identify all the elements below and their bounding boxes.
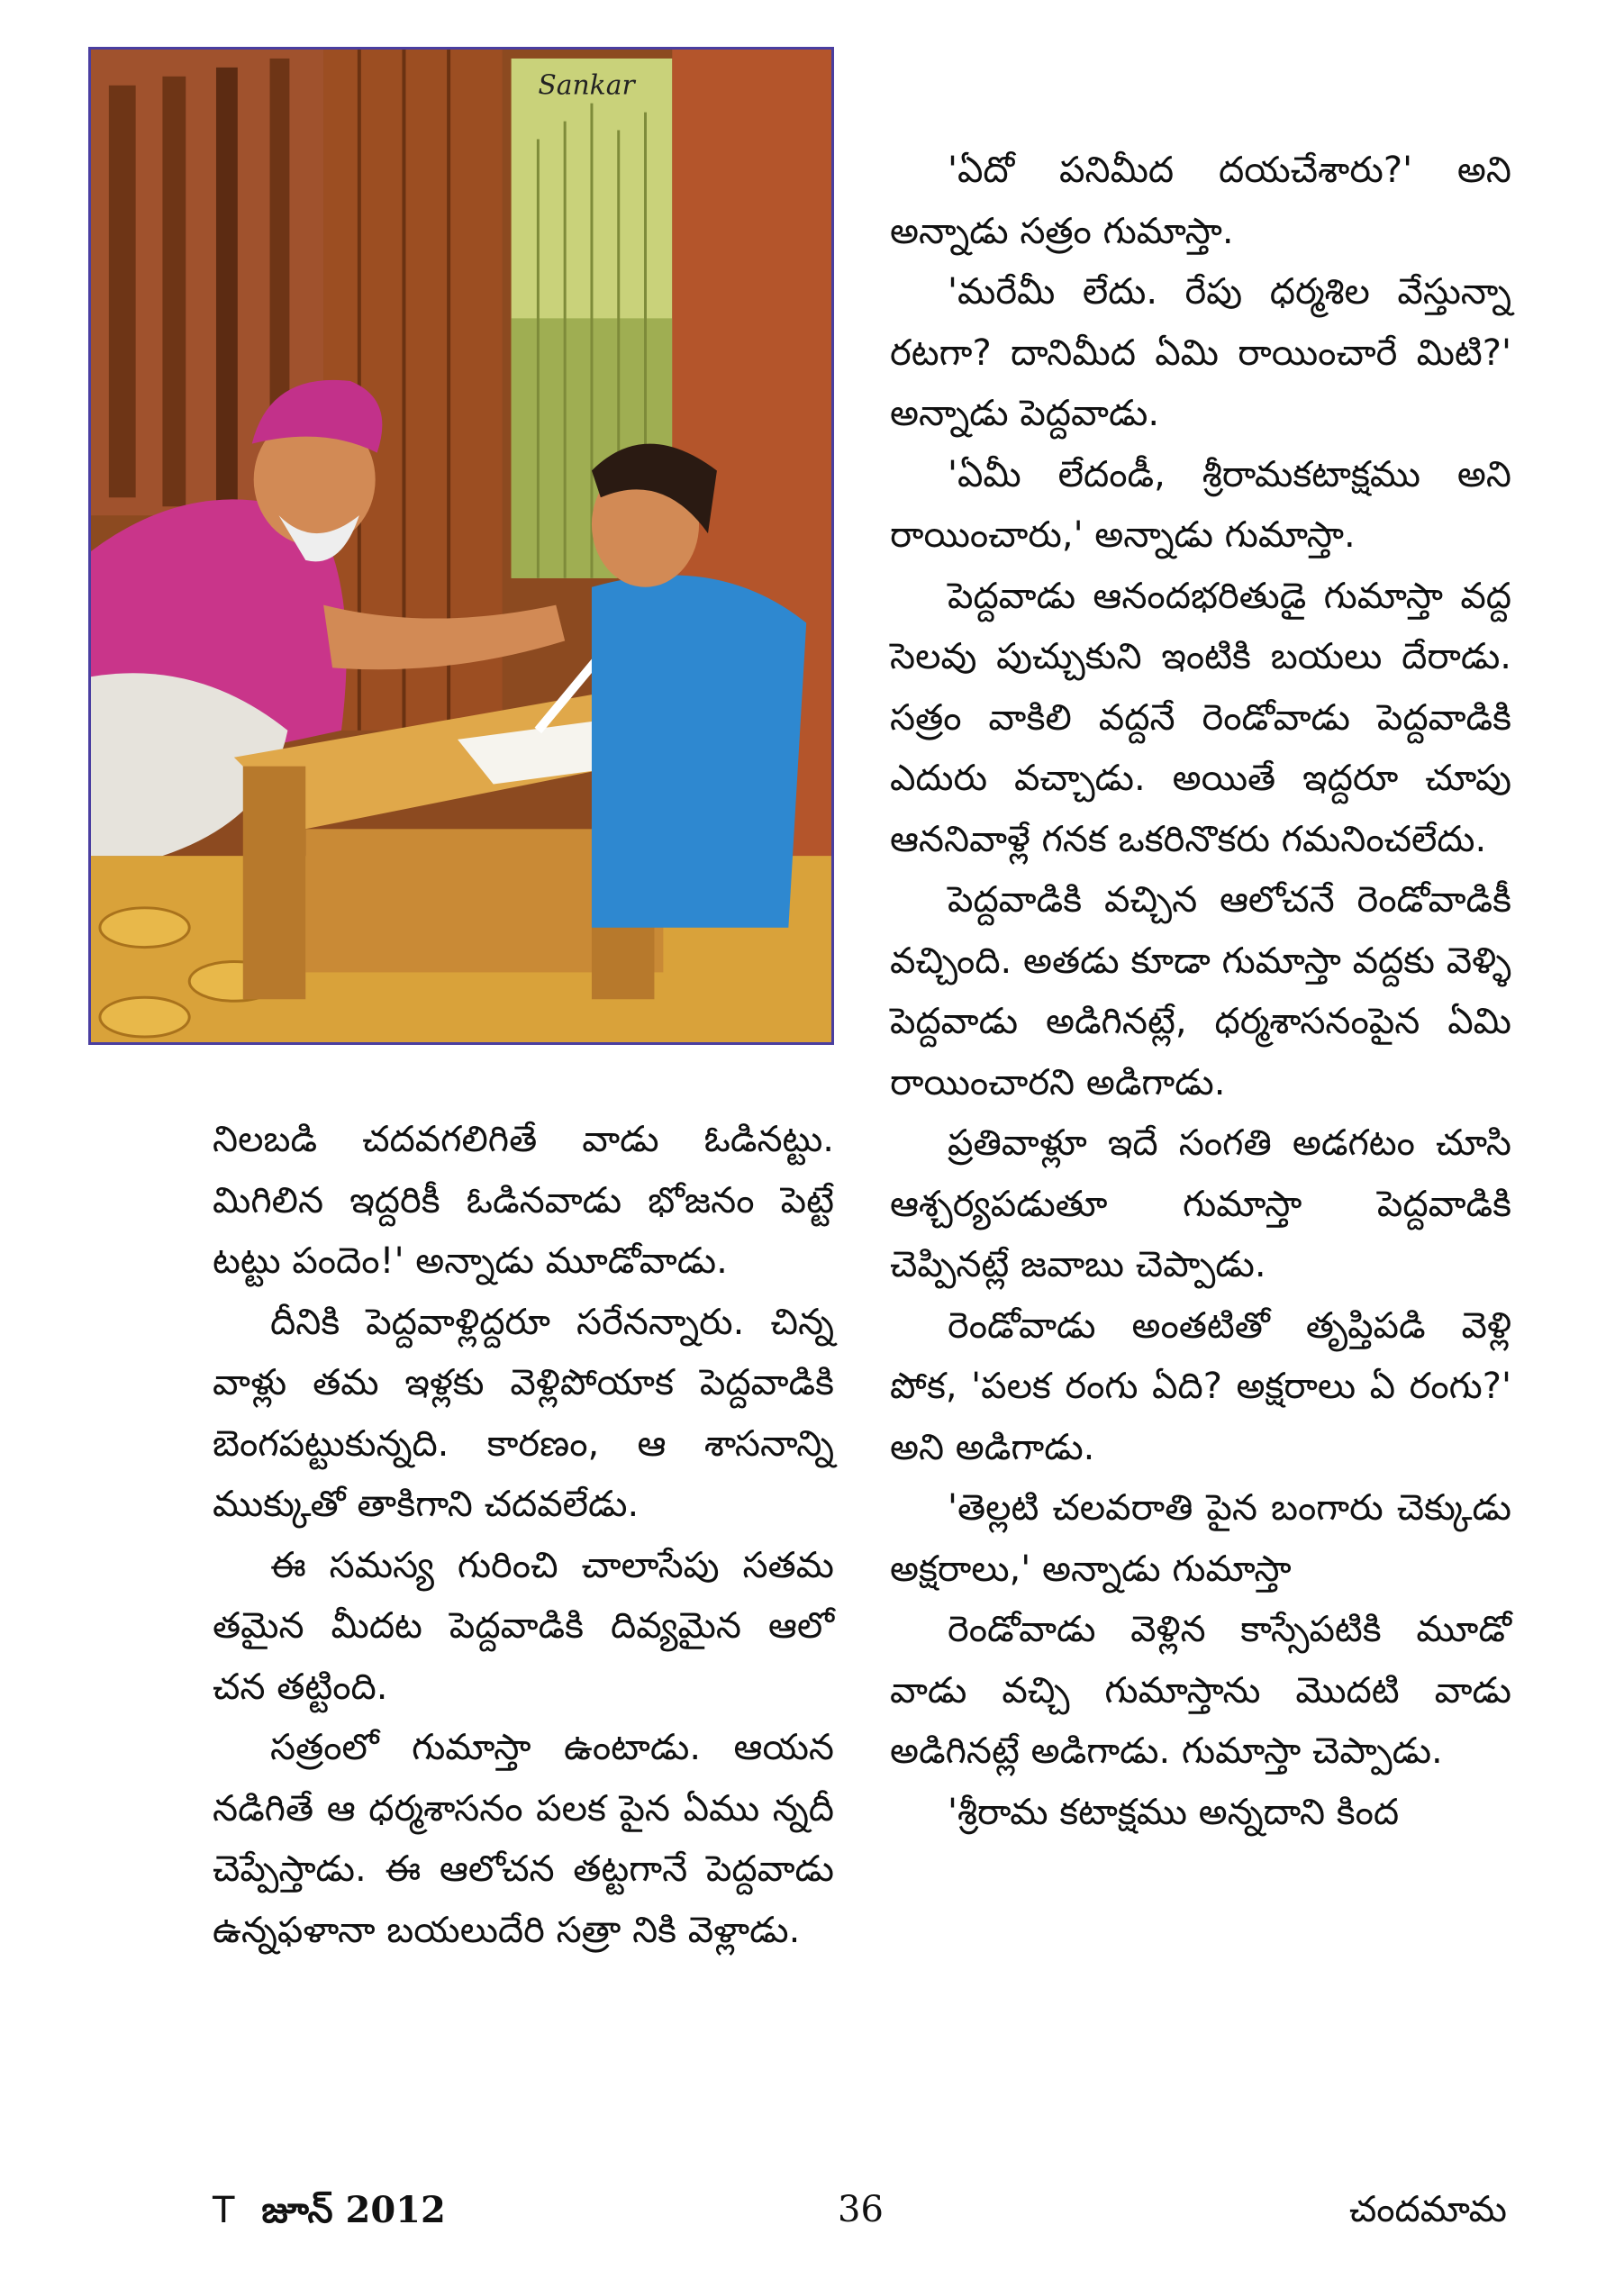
issue-date bbox=[213, 2189, 446, 2240]
artist-signature: Sankar bbox=[538, 69, 635, 102]
paragraph: సత్రంలో గుమాస్తా ఉంటాడు. ఆయన నడిగితే ఆ ధర్మశాసనం పలక పైన ఏము న్నదీ చెప్పేస్తాడు. ఈ ఆలోచన తట్టగానే పెద్దవాడు ఉన్నఫళానా బయలుదేరి సత్రా నికి వెళ్లాడు. bbox=[213, 1727, 834, 1951]
paragraph: 'మరేమీ లేదు. రేపు ధర్మశిల వేస్తున్నా రటగా? దానిమీద ఏమి రాయించారే మిటి?' అన్నాడు పెద్దవాడు. bbox=[890, 271, 1511, 434]
paragraph: ప్రతివాళ్లూ ఇదే సంగతి అడగటం చూసి ఆశ్చర్యపడుతూ గుమాస్తా పెద్దవాడికి చెప్పినట్లే జవాబు చెప్పాడు. bbox=[890, 1122, 1511, 1285]
issue-label: జూన్ 2012 bbox=[261, 2189, 446, 2231]
page-footer bbox=[0, 2189, 1624, 2243]
paragraph: 'తెల్లటి చలవరాతి పైన బంగారు చెక్కుడు అక్షరాలు,' అన్నాడు గుమాస్తా bbox=[890, 1487, 1511, 1590]
paragraph: పెద్దవాడికి వచ్చిన ఆలోచనే రెండోవాడికీ వచ్చింది. అతడు కూడా గుమాస్తా వద్దకు వెళ్ళి పెద్దవాడు అడిగినట్లే, ధర్మశాసనంపైన ఏమి రాయించారని అడిగాడు. bbox=[890, 879, 1511, 1103]
illustration-drawing bbox=[91, 50, 831, 1042]
left-text-column bbox=[213, 1110, 834, 1961]
story-illustration bbox=[88, 47, 834, 1045]
paragraph: దీనికి పెద్దవాళ్లిద్దరూ సరేనన్నారు. చిన్న వాళ్లు తమ ఇళ్లకు వెళ్లిపోయాక పెద్దవాడికి బెంగపట్టుకున్నది. కారణం, ఆ శాసనాన్ని ముక్కుతో తాకిగాని చదవలేడు. bbox=[213, 1301, 834, 1525]
paragraph: రెండోవాడు వెళ్లిన కాస్సేపటికి మూడో వాడు వచ్చి గుమాస్తాను మొదటి వాడు అడిగినట్లే అడిగాడు. గుమాస్తా చెప్పాడు. bbox=[890, 1609, 1511, 1772]
paragraph: 'శ్రీరామ కటాక్షము అన్నదాని కింద bbox=[948, 1791, 1400, 1833]
footer-mark: T bbox=[213, 2190, 235, 2231]
paragraph: 'ఏదో పనిమీద దయచేశారు?' అని అన్నాడు సత్రం గుమాస్తా. bbox=[890, 150, 1511, 252]
paragraph: ఈ సమస్య గురించి చాలాసేపు సతమ తమైన మీదట పెద్దవాడికి దివ్యమైన ఆలో చన తట్టింది. bbox=[213, 1544, 834, 1708]
paragraph: 'ఏమీ లేదండీ, శ్రీరామకటాక్షము అని రాయించారు,' అన్నాడు గుమాస్తా. bbox=[890, 453, 1511, 556]
magazine-name: చందమామ bbox=[1348, 2189, 1507, 2230]
paragraph: నిలబడి చదవగలిగితే వాడు ఓడినట్టు. మిగిలిన ఇద్దరికీ ఓడినవాడు భోజనం పెట్టే టట్టు పందెం!' అన్నాడు మూడోవాడు. bbox=[213, 1119, 834, 1282]
paragraph: పెద్దవాడు ఆనందభరితుడై గుమాస్తా వద్ద సెలవు పుచ్చుకుని ఇంటికి బయలు దేరాడు. సత్రం వాకిలి వద్దనే రెండోవాడు పెద్దవాడికి ఎదురు వచ్చాడు. అయితే ఇద్దరూ చూపు ఆననివాళ్లే గనక ఒకరినొకరు గమనించలేదు. bbox=[890, 575, 1511, 860]
right-text-column bbox=[890, 141, 1511, 1843]
page-number: 36 bbox=[838, 2189, 884, 2230]
paragraph: రెండోవాడు అంతటితో తృప్తిపడి వెళ్లి పోక, 'పలక రంగు ఏది? అక్షరాలు ఏ రంగు?' అని అడిగాడు. bbox=[890, 1304, 1511, 1468]
